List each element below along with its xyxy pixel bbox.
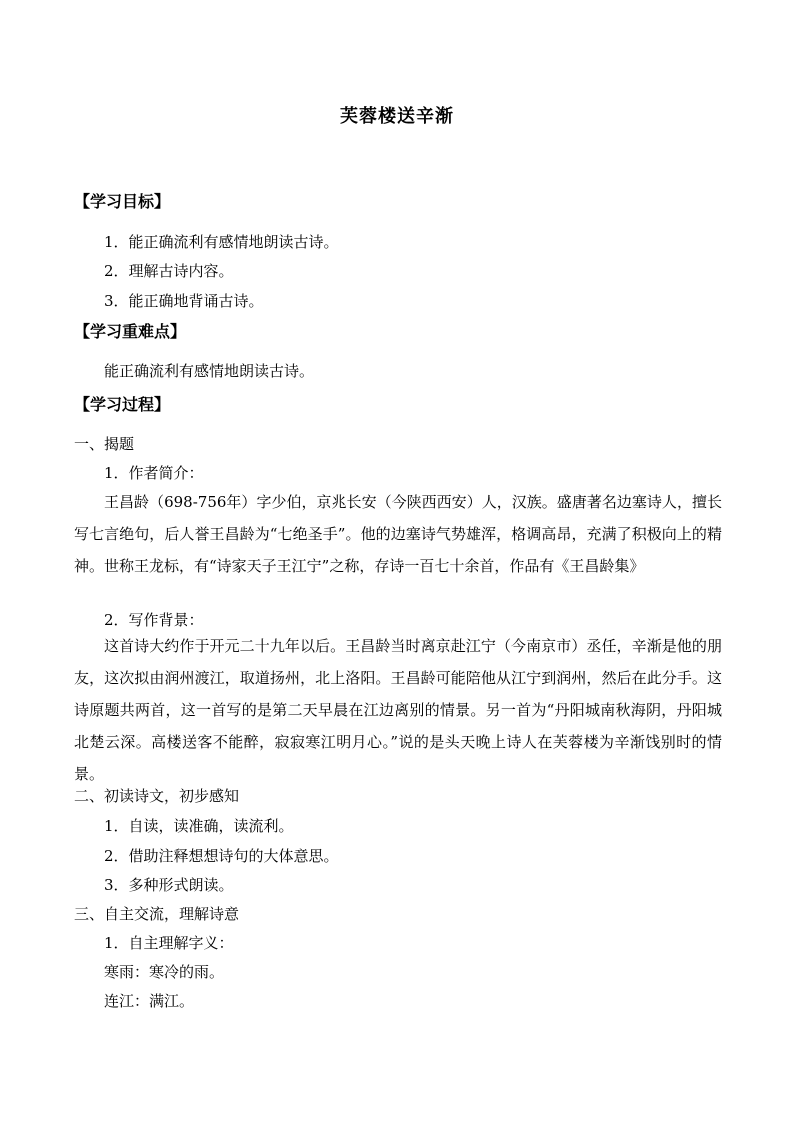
term-item-2: 连江：满江。 — [104, 992, 195, 1010]
goal-item-2: 2．理解古诗内容。 — [104, 262, 234, 280]
goal-item-3: 3．能正确地背诵古诗。 — [104, 292, 264, 310]
part3-title: 三、自主交流，理解诗意 — [74, 905, 240, 923]
part2-item-1: 1．自读，读准确，读流利。 — [104, 817, 294, 835]
author-label: 1．作者简介： — [104, 464, 204, 482]
goals-heading: 【学习目标】 — [74, 192, 171, 211]
author-paragraph: 王昌龄（698-756年）字少伯，京兆长安（今陕西西安）人，汉族。盛唐著名边塞诗人，擅长写七言绝句，后人誉王昌龄为“七绝圣手”。他的边塞诗气势雄浑，格调高昂，充满了积极向上的精神。世称王龙标，有“诗家天子王江宁”之称，存诗一百七十余首，作品有《王昌龄集》 — [74, 493, 722, 575]
goal-item-1: 1．能正确流利有感情地朗读古诗。 — [104, 233, 339, 251]
part2-title: 二、初读诗文，初步感知 — [74, 787, 240, 805]
key-points-heading: 【学习重难点】 — [74, 322, 187, 341]
term-item-1: 寒雨：寒冷的雨。 — [104, 963, 225, 981]
part3-sub-label: 1．自主理解字义： — [104, 934, 234, 952]
part2-item-2: 2．借助注释想想诗句的大体意思。 — [104, 847, 339, 865]
background-paragraph: 这首诗大约作于开元二十九年以后。王昌龄当时离京赴江宁（今南京市）丞任，辛渐是他的朋友，这次拟由润州渡江，取道扬州，北上洛阳。王昌龄可能陪他从江宁到润州，然后在此分手。这诗原题共两首，这一首写的是第二天早晨在江边离别的情景。另一首为“丹阳城南秋海阴，丹阳城北楚云深。高楼送客不能醉，寂寂寒江明月心。”说的是头天晚上诗人在芙蓉楼为辛渐饯别时的情景。 — [74, 637, 722, 783]
part1-title: 一、揭题 — [74, 435, 135, 453]
background-label: 2．写作背景： — [104, 611, 204, 629]
key-points-text: 能正确流利有感情地朗读古诗。 — [104, 362, 315, 380]
page-title: 芙蓉楼送辛渐 — [340, 106, 454, 127]
process-heading: 【学习过程】 — [74, 395, 171, 414]
part2-item-3: 3．多种形式朗读。 — [104, 876, 234, 894]
